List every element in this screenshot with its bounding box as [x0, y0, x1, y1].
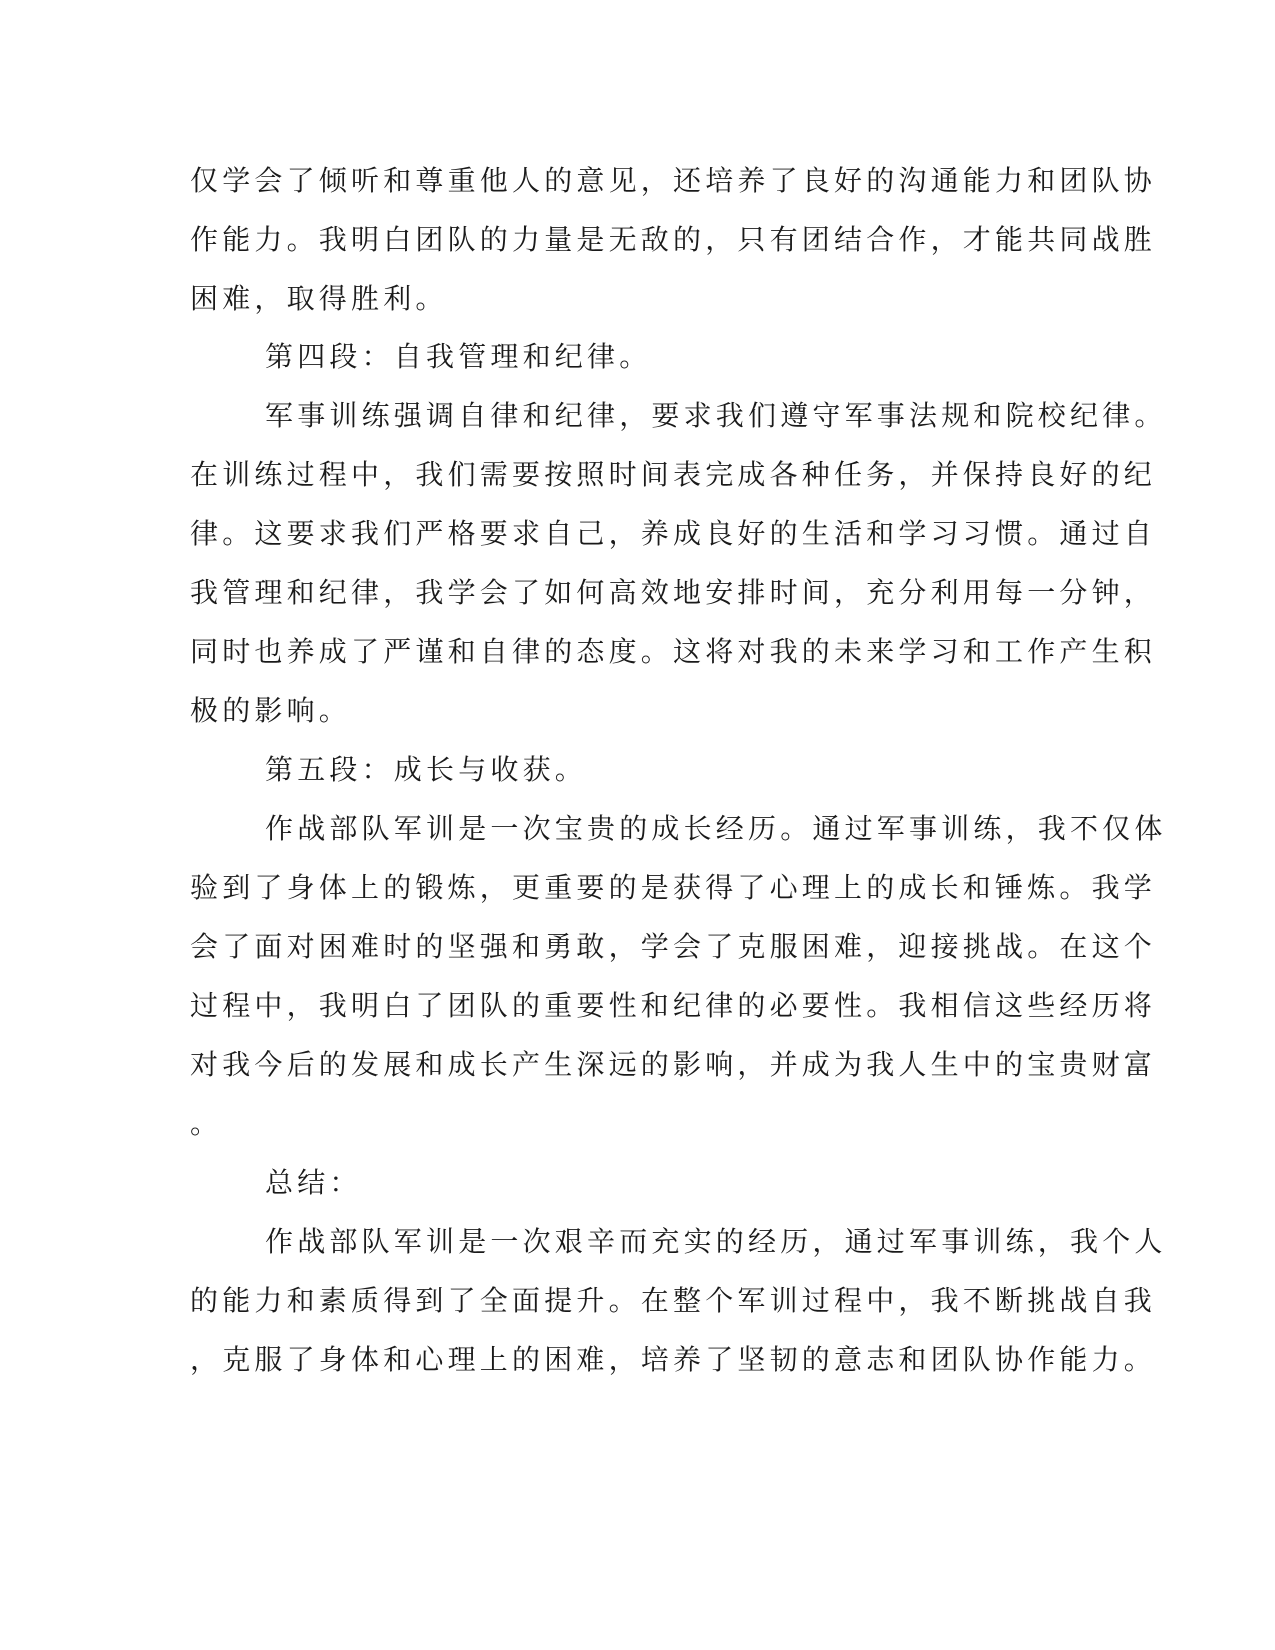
text-line: 同时也养成了严谨和自律的态度。这将对我的未来学习和工作产生积 [190, 635, 1157, 668]
text-line: 过程中，我明白了团队的重要性和纪律的必要性。我相信这些经历将 [190, 989, 1157, 1022]
text-line: 我管理和纪律，我学会了如何高效地安排时间，充分利用每一分钟， [190, 576, 1157, 609]
text-line: 军事训练强调自律和纪律，要求我们遵守军事法规和院校纪律。 [265, 399, 1167, 432]
text-line: 困难，取得胜利。 [190, 282, 448, 315]
text-line: ，克服了身体和心理上的困难，培养了坚韧的意志和团队协作能力。 [190, 1343, 1157, 1376]
text-line: 律。这要求我们严格要求自己，养成良好的生活和学习习惯。通过自 [190, 517, 1157, 550]
text-line: 的能力和素质得到了全面提升。在整个军训过程中，我不断挑战自我 [190, 1284, 1157, 1317]
text-line: 作战部队军训是一次宝贵的成长经历。通过军事训练，我不仅体 [265, 812, 1167, 845]
text-line: 作能力。我明白团队的力量是无敌的，只有团结合作，才能共同战胜 [190, 223, 1157, 256]
section-heading: 第四段：自我管理和纪律。 [265, 340, 652, 373]
text-line: 仅学会了倾听和尊重他人的意见，还培养了良好的沟通能力和团队协 [190, 164, 1157, 197]
text-line: 极的影响。 [190, 694, 352, 727]
text-line: 对我今后的发展和成长产生深远的影响，并成为我人生中的宝贵财富 [190, 1048, 1157, 1081]
text-line: 会了面对困难时的坚强和勇敢，学会了克服困难，迎接挑战。在这个 [190, 930, 1157, 963]
section-heading: 第五段：成长与收获。 [265, 753, 588, 786]
section-heading: 总结： [265, 1166, 362, 1199]
text-line: 。 [190, 1107, 223, 1140]
text-line: 作战部队军训是一次艰辛而充实的经历，通过军事训练，我个人 [265, 1225, 1167, 1258]
text-line: 验到了身体上的锻炼，更重要的是获得了心理上的成长和锤炼。我学 [190, 871, 1157, 904]
text-line: 在训练过程中，我们需要按照时间表完成各种任务，并保持良好的纪 [190, 458, 1157, 491]
